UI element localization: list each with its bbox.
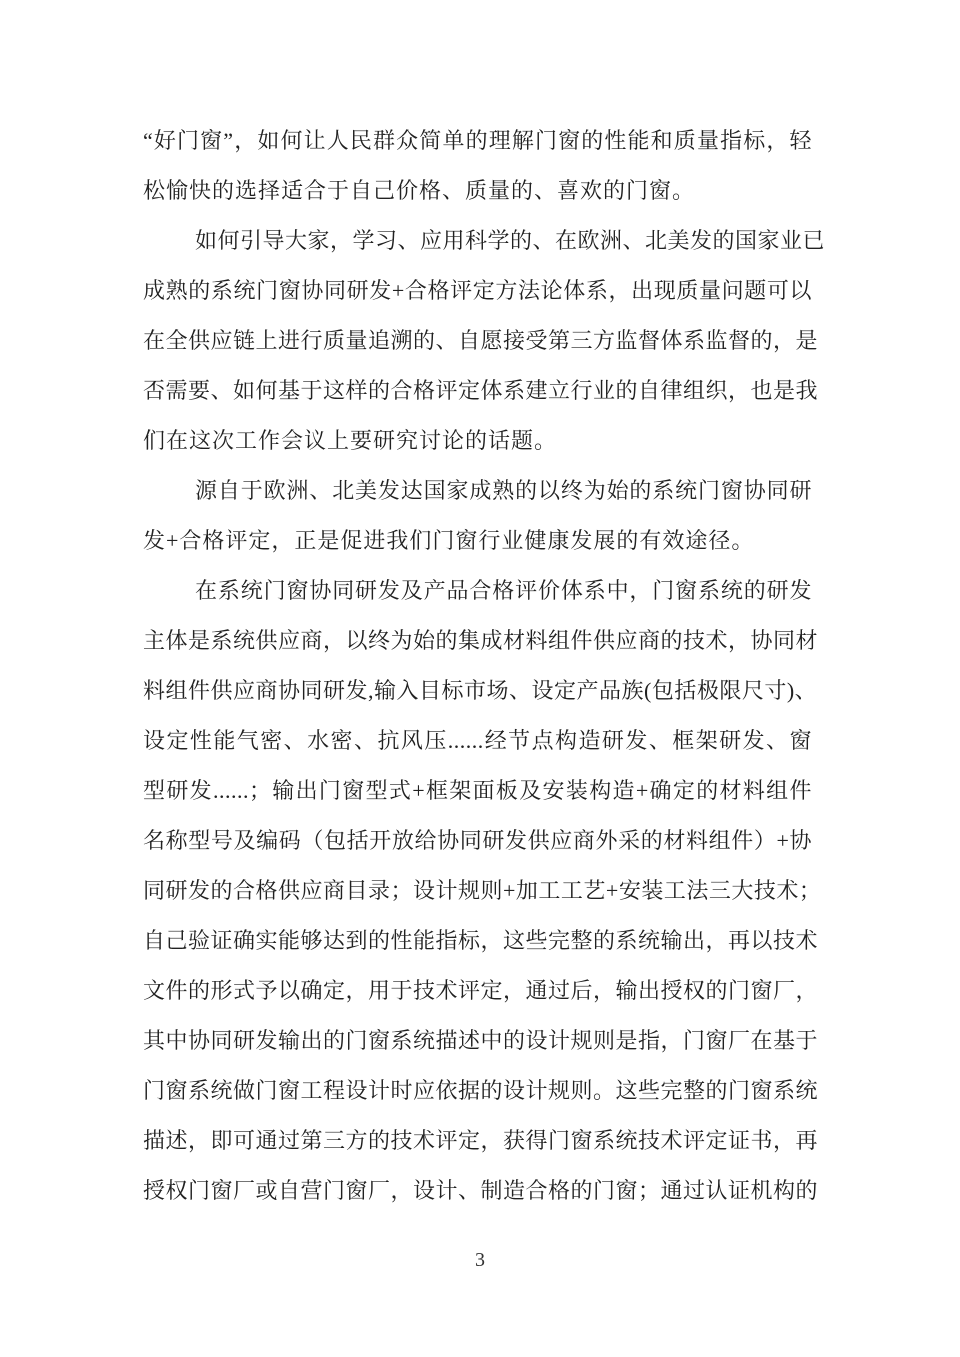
text-line: 设定性能气密、水密、抗风压......经节点构造研发、框架研发、窗 [143, 728, 812, 753]
text-line: 在系统门窗协同研发及产品合格评价体系中，门窗系统的研发 [195, 578, 812, 603]
text-line: 门窗系统做门窗工程设计时应依据的设计规则。这些完整的门窗系统 [143, 1078, 819, 1103]
text-line: 否需要、如何基于这样的合格评定体系建立行业的自律组织，也是我 [143, 378, 819, 403]
text-line: 成熟的系统门窗协同研发+合格评定方法论体系，出现质量问题可以 [143, 278, 812, 303]
text-line: 发+合格评定，正是促进我们门窗行业健康发展的有效途径。 [143, 528, 755, 553]
text-line: 在全供应链上进行质量追溯的、自愿接受第三方监督体系监督的，是 [143, 328, 819, 353]
text-line: 其中协同研发输出的门窗系统描述中的设计规则是指，门窗厂在基于 [143, 1028, 819, 1053]
text-line: 型研发......；输出门窗型式+框架面板及安装构造+确定的材料组件 [143, 778, 812, 803]
text-line: 源自于欧洲、北美发达国家成熟的以终为始的系统门窗协同研 [195, 478, 812, 503]
text-line: 同研发的合格供应商目录；设计规则+加工工艺+安装工法三大技术； [143, 878, 822, 903]
text-line: 主体是系统供应商，以终为始的集成材料组件供应商的技术，协同材 [143, 628, 819, 653]
text-line: 如何引导大家，学习、应用科学的、在欧洲、北美发的国家业已 [195, 228, 826, 253]
text-line: 松愉快的选择适合于自己价格、质量的、喜欢的门窗。 [143, 178, 696, 203]
text-line: 描述，即可通过第三方的技术评定，获得门窗系统技术评定证书，再 [143, 1128, 819, 1153]
text-line: “好门窗”，如何让人民群众简单的理解门窗的性能和质量指标，轻 [143, 128, 812, 153]
text-line: 们在这次工作会议上要研究讨论的话题。 [143, 428, 558, 453]
body-text [143, 116, 826, 1216]
text-line: 自己验证确实能够达到的性能指标，这些完整的系统输出，再以技术 [143, 928, 819, 953]
text-line: 文件的形式予以确定，用于技术评定，通过后，输出授权的门窗厂， [143, 978, 819, 1003]
page-number: 3 [475, 1249, 485, 1271]
text-line: 名称型号及编码（包括开放给协同研发供应商外采的材料组件）+协 [143, 828, 812, 853]
text-line: 授权门窗厂或自营门窗厂，设计、制造合格的门窗；通过认证机构的 [143, 1178, 819, 1203]
text-line: 料组件供应商协同研发,输入目标市场、设定产品族(包括极限尺寸)、 [143, 678, 818, 703]
